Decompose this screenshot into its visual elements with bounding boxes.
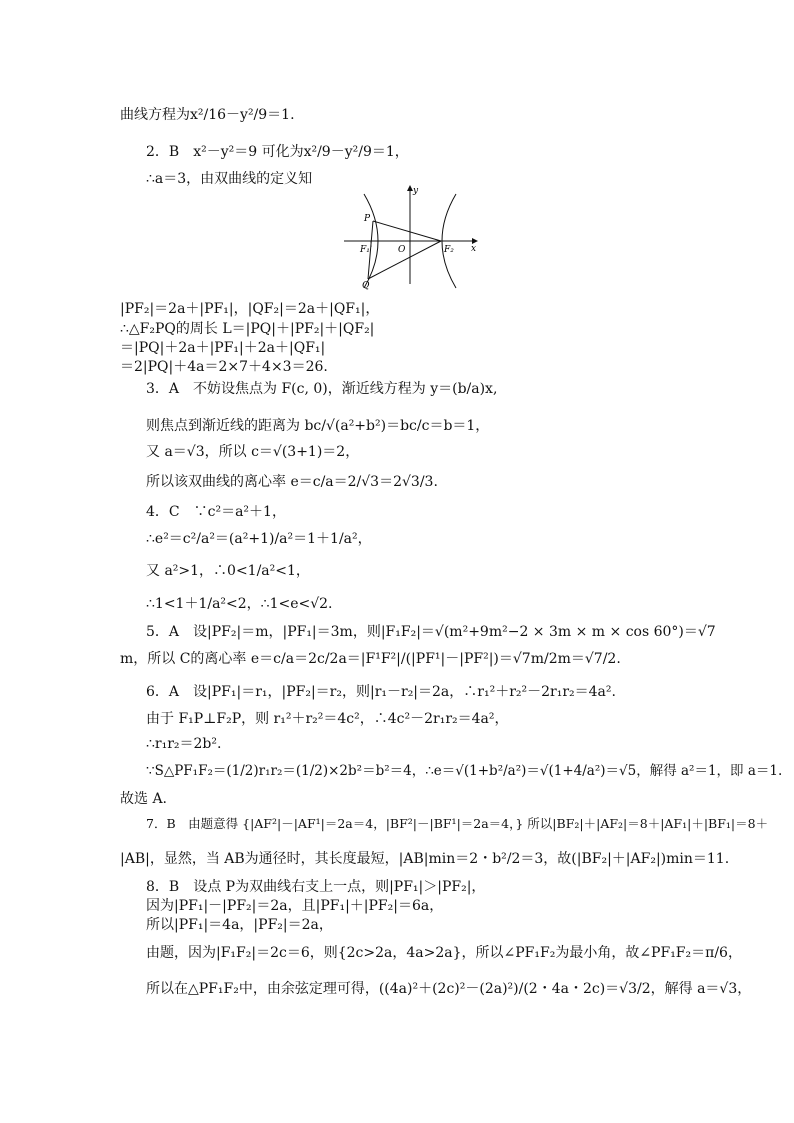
- text-line-15: ∴1<1＋1/a²<2，∴1<e<√2.: [146, 596, 333, 612]
- text-line-20: ∴r₁r₂＝2b².: [146, 736, 222, 752]
- text-line-17: m，所以 C的离心率 e＝c/a＝2c/2a＝|F¹F²|/(|PF¹|－|PF²|)＝√7m/2m＝√7/2.: [120, 651, 621, 667]
- label-f1: F₁: [360, 245, 370, 255]
- label-p: P: [364, 214, 371, 224]
- label-x: x: [471, 244, 477, 254]
- text-line-29: 所以在△PF₁F₂中，由余弦定理可得，((4a)²＋(2c)²－(2a)²)/(2・4a・2c)＝√3/2，解得 a＝√3，: [146, 981, 752, 997]
- text-line-18: 6．A 设|PF₁|＝r₁，|PF₂|＝r₂，则|r₁－r₂|＝2a，∴r₁²＋r₂²－2r₁r₂＝4a².: [146, 684, 616, 700]
- text-line-26: 因为|PF₁|－|PF₂|＝2a，且|PF₁|＋|PF₂|＝6a，: [146, 898, 444, 914]
- text-line-14: 又 a²>1，∴0<1/a²<1，: [146, 563, 310, 579]
- text-line-24: |AB|，显然，当 AB为通径时，其长度最短，|AB|min＝2・b²/2＝3，故(|BF₂|＋|AF₂|)min＝11.: [120, 851, 730, 867]
- text-line-23: 7．B 由题意得 {|AF²|－|AF¹|＝2a＝4，|BF²|－|BF¹|＝2a＝4，} 所以|BF₂|＋|AF₂|＝8＋|AF₁|＋|BF₁|＝8＋: [146, 816, 769, 831]
- label-o: O: [398, 245, 406, 255]
- text-line-28: 由题，因为|F₁F₂|＝2c＝6，则{2c>2a，4a>2a}，所以∠PF₁F₂为最小角，故∠PF₁F₂＝π/6，: [146, 945, 742, 961]
- text-line-9: 则焦点到渐近线的距离为 bc/√(a²+b²)＝bc/c＝b＝1，: [146, 418, 490, 434]
- text-line-19: 由于 F₁P⊥F₂P，则 r₁²＋r₂²＝4c²，∴4c²－2r₁r₂＝4a²，: [146, 711, 509, 727]
- text-line-21: ∵S△PF₁F₂＝(1/2)r₁r₂＝(1/2)×2b²＝b²＝4，∴e＝√(1+b²/a²)＝√(1+4/a²)＝√5，解得 a²＝1，即 a＝1.: [146, 763, 783, 779]
- text-line-22: 故选 A.: [120, 791, 168, 807]
- label-y: y: [413, 186, 419, 196]
- segment-pf2: [373, 221, 441, 241]
- text-line-16: 5．A 设|PF₂|＝m，|PF₁|＝3m，则|F₁F₂|＝√(m²+9m²−2 × 3m × m × cos 60°)＝√7: [146, 624, 716, 640]
- text-line-4: |PF₂|＝2a＋|PF₁|，|QF₂|＝2a＋|QF₁|，: [120, 301, 380, 317]
- text-line-25: 8．B 设点 P为双曲线右支上一点，则|PF₁|＞|PF₂|，: [146, 879, 486, 895]
- text-line-13: ∴e²＝c²/a²＝(a²+1)/a²＝1＋1/a²，: [146, 531, 372, 547]
- text-line-8: 3．A 不妨设焦点为 F(c, 0)，渐近线方程为 y＝(b/a)x,: [146, 381, 498, 397]
- text-line-5: ∴△F₂PQ的周长 L＝|PQ|＋|PF₂|＋|QF₂|: [120, 321, 375, 337]
- text-line-1: 曲线方程为x²/16－y²/9＝1.: [120, 107, 295, 123]
- text-line-10: 又 a＝√3，所以 c＝√(3+1)＝2，: [146, 444, 360, 460]
- text-line-11: 所以该双曲线的离心率 e＝c/a＝2/√3＝2√3/3.: [146, 474, 438, 490]
- label-q: Q: [362, 281, 370, 290]
- text-line-7: ＝2|PQ|＋4a＝2×7＋4×3＝26.: [120, 359, 328, 375]
- text-line-3: ∴a＝3，由双曲线的定义知: [146, 171, 313, 187]
- text-line-27: 所以|PF₁|＝4a，|PF₂|＝2a，: [146, 917, 333, 933]
- label-f2: F₂: [444, 245, 454, 255]
- text-line-2: 2．B x²－y²＝9 可化为x²/9－y²/9＝1，: [146, 144, 409, 160]
- text-line-6: ＝|PQ|＋2a＋|PF₁|＋2a＋|QF₁|: [120, 340, 326, 356]
- hyperbola-figure: [340, 180, 480, 290]
- text-line-12: 4．C ∵c²＝a²＋1，: [146, 504, 286, 520]
